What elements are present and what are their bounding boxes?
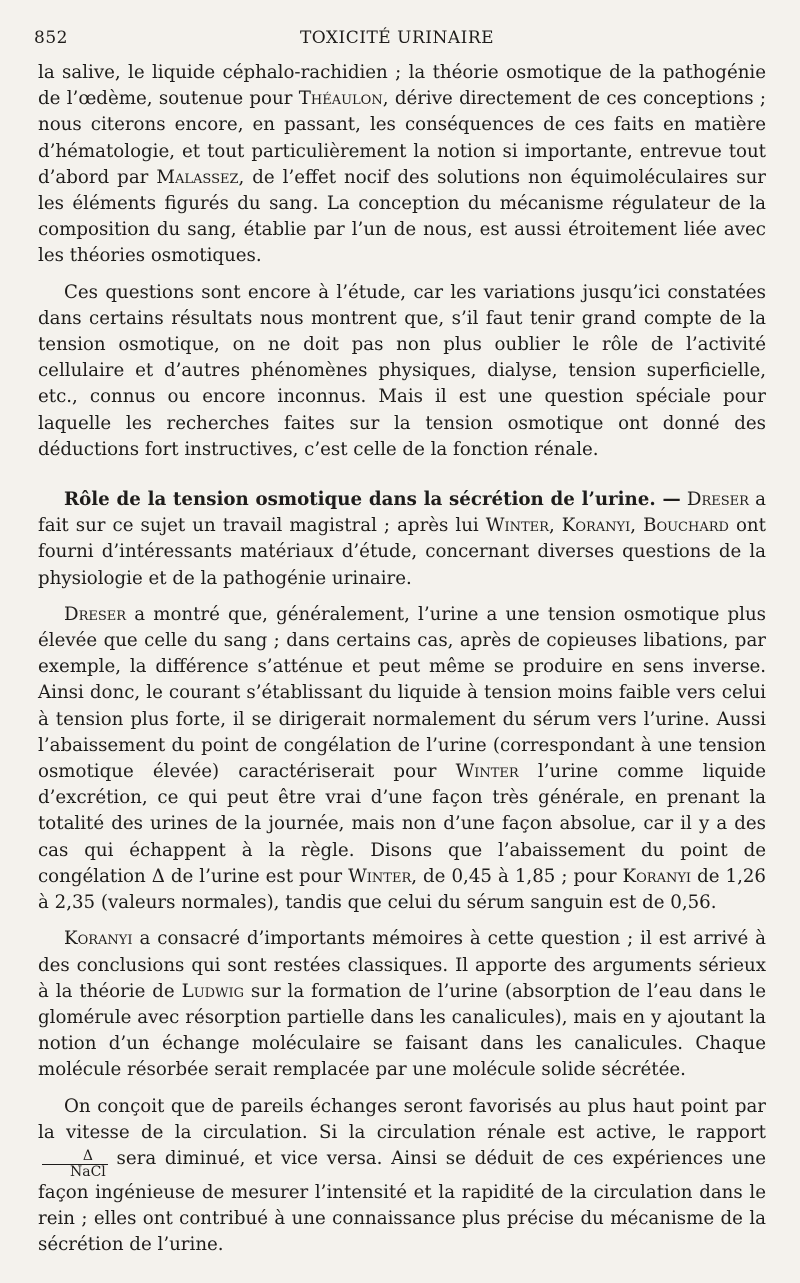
section-heading: Rôle de la tension osmotique dans la sécrétion de l’urine. — (64, 489, 681, 511)
author-name: Koranyi (622, 865, 692, 887)
page-number: 852 (34, 28, 68, 48)
paragraph-3: Rôle de la tension osmotique dans la sécrétion de l’urine. — Dreser a fait sur ce sujet un travail magistral ; après lui Winter, Koranyi, Bouchard ont fourni d’intéressants matériaux d’étude, concernant diverses questions de la physiologie et de la pathogénie urinaire. (38, 489, 766, 589)
fraction-denominator: NaCl (70, 1163, 106, 1180)
paragraph-4: Dreser a montré que, généralement, l’urine a une tension osmotique plus élevée que celle du sang ; dans certains cas, après de copieuses libations, par exemple, la différence s’atténue et peut même se produire en sens inverse. Ainsi donc, le courant s’établissant du liquide à tension moins faible vers celui à tension plus forte, il se dirigerait normalement du sérum vers l’urine. Aussi l’abaissement du point de congélation de l’urine (correspondant à une tension osmotique élevée) caractériserait pour Winter l’urine comme liquide d’excrétion, ce qui peut être vrai d’une façon très générale, en prenant la totalité des urines de la journée, mais non d’une façon absolue, car il y a des cas qui échappent à la règle. Disons que l’abaissement du point de congélation Δ de l’urine est pour Winter, de 0,45 à 1,85 ; pour Koranyi de 1,26 à 2,35 (valeurs normales), tandis que celui du sérum sanguin est de 0,56. (38, 603, 766, 914)
author-name: Ludwig (181, 980, 244, 1002)
page-header (34, 26, 760, 52)
paragraph-2: Ces questions sont encore à l’étude, car les variations jusqu’ici constatées dans certains résultats nous montrent que, s’il faut tenir grand compte de la tension osmotique, on ne doit pas non plus oublier le rôle de l’activité cellulaire et d’autres phénomènes physiques, dialyse, tension superficielle, etc., connus ou encore inconnus. Mais il est une question spéciale pour laquelle les recherches faites sur la tension osmotique ont donné des déductions fort instructives, c’est celle de la fonction rénale. (38, 281, 766, 460)
author-name: Dreser (686, 489, 749, 511)
fraction-numerator: Δ (42, 1149, 108, 1165)
author-name: Winter (485, 515, 549, 537)
author-name: Dreser (64, 603, 127, 625)
author-name: Malassez (156, 166, 239, 188)
author-name: Bouchard (643, 515, 729, 537)
author-name: Théaulon (298, 88, 383, 110)
paragraph-5: Koranyi a consacré d’importants mémoires à cette question ; il est arrivé à des conclusions qui sont restées classiques. Il apporte des arguments sérieux à la théorie de Ludwig sur la formation de l’urine (absorption de l’eau dans le glomérule avec résorption partielle dans les canalicules), mais en y ajoutant la notion d’un échange moléculaire se faisant dans les canalicules. Chaque molécule résorbée serait remplacée par une molécule solide sécrétée. (38, 928, 766, 1081)
author-name: Koranyi (561, 515, 631, 537)
ratio-fraction (42, 1149, 108, 1180)
paragraph-6: On conçoit que de pareils échanges seront favorisés au plus haut point par la vitesse de la circulation. Si la circulation rénale est active, le rapport $\frac{\Delta}{\text{NaCl}}$ sera diminué, et vice versa. Ainsi se déduit de ces expériences une façon ingénieuse de mesurer l’intensité et la rapidité de la circulation dans le rein ; elles ont contribué à une connaissance plus précise du mécanisme de la sécrétion de l’urine. (38, 1095, 766, 1256)
paragraph-1: la salive, le liquide céphalo-rachidien ; la théorie osmotique de la pathogénie de l’œdème, soutenue pour Théaulon, dérive directement de ces conceptions ; nous citerons encore, en passant, les conséquences de ces faits en matière d’hématologie, et tout particulièrement la notion si importante, entrevue tout d’abord par Malassez, de l’effet nocif des solutions non équimoléculaires sur les éléments figurés du sang. La conception du mécanisme régulateur de la composition du sang, établie par l’un de nous, est aussi étroitement liée avec les théories osmotiques. (38, 62, 766, 267)
author-name: Winter (348, 865, 412, 887)
author-name: Koranyi (64, 928, 133, 950)
running-title: TOXICITÉ URINAIRE (299, 28, 495, 48)
page-body (38, 60, 766, 1259)
author-name: Winter (455, 761, 519, 783)
